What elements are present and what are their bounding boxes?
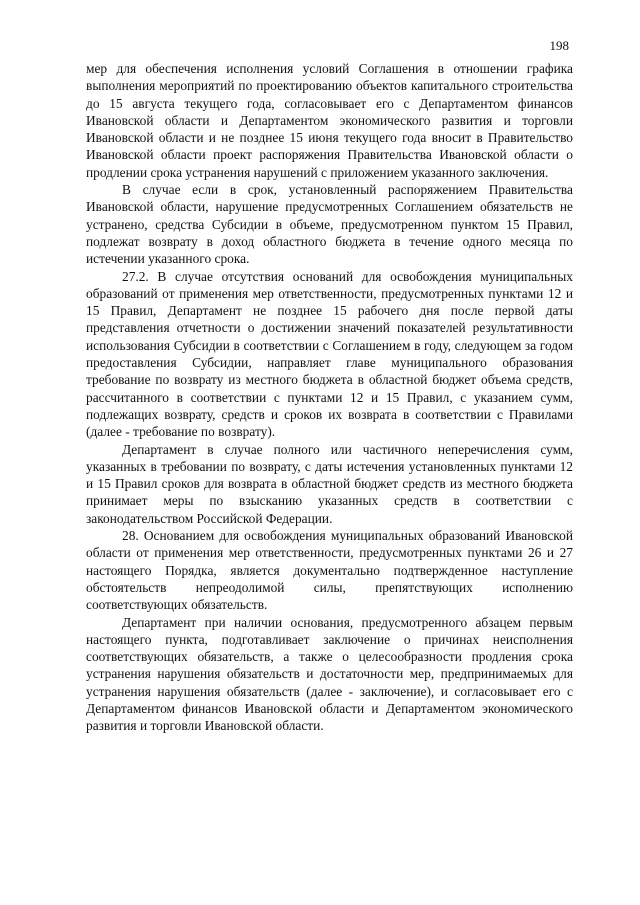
paragraph-28: 28. Основанием для освобождения муниципальных образований Ивановской области от применения мер ответственности, предусмотренных пунктами 26 и 27 настоящего Порядка, является документально подтвержденное наступление обстоятельств непреодолимой силы, препятствующих исполнению соответствующих обязательств. [86, 528, 573, 613]
paragraph-recovery-measures: Департамент в случае полного или частичного неперечисления сумм, указанных в требовании по возврату, с даты истечения установленных пунктами 12 и 15 Правил сроков для возврата в областной бюджет средств из местного бюджета принимает меры по взысканию указанных средств в соответствии с законодательством Российской Федерации. [86, 441, 573, 526]
document-body [86, 60, 573, 735]
paragraph-27-2: 27.2. В случае отсутствия оснований для освобождения муниципальных образований от применения мер ответственности, предусмотренных пунктами 12 и 15 Правил, Департамент не позднее 15 рабочего дня после первой даты представления отчетности о достижении значений показателей результативности использования Субсидии в соответствии с Соглашением в году, следующем за годом предоставления Субсидии, направляет главе муниципального образования требование по возврату из местного бюджета в областной бюджет объема средств, рассчитанного в соответствии с пунктами 12 и 15 Правил, с указанием сумм, подлежащих возврату, средств и сроков их возврата в соответствии с Правилами (далее - требование по возврату). [86, 268, 573, 440]
paragraph-conclusion: Департамент при наличии основания, предусмотренного абзацем первым настоящего пункта, подготавливает заключение о причинах неисполнения соответствующих обязательств, а также о целесообразности продления срока устранения нарушения обязательств и достаточности мер, предпринимаемых для устранения нарушения обязательств (далее - заключение), и согласовывает его с Департаментом финансов Ивановской области и Департаментом экономического развития и торговли Ивановской области. [86, 614, 573, 734]
page-number: 198 [549, 38, 569, 53]
paragraph-continuation: мер для обеспечения исполнения условий Соглашения в отношении графика выполнения мероприятий по проектированию объектов капитального строительства до 15 августа текущего года, согласовывает его с Департаментом финансов Ивановской области и Департаментом экономического развития и торговли Ивановской области и не позднее 15 июня текущего года вносит в Правительство Ивановской области проект распоряжения Правительства Ивановской области о продлении срока устранения нарушений с приложением указанного заключения. [86, 61, 573, 180]
paragraph-deadline-refund: В случае если в срок, установленный распоряжением Правительства Ивановской области, нарушение предусмотренных Соглашением обязательств не устранено, средства Субсидии в объеме, предусмотренном пунктом 15 Правил, подлежат возврату в доход областного бюджета в течение одного месяца по истечении указанного срока. [86, 182, 573, 267]
